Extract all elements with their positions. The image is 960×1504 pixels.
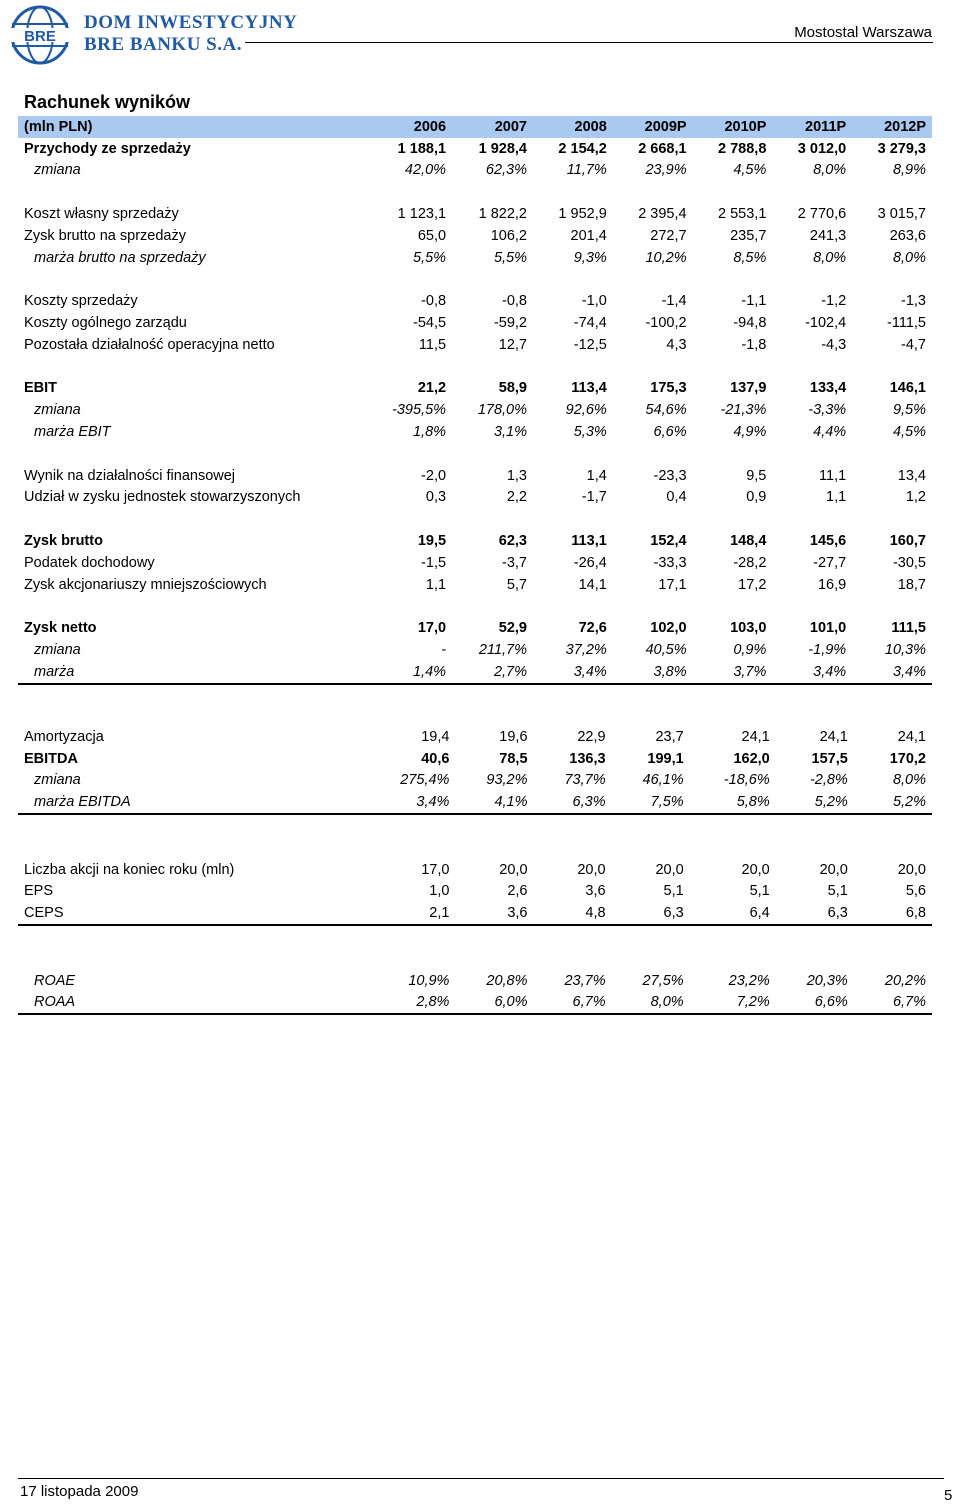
row-value: -21,3% [720, 402, 767, 419]
table-row [18, 661, 932, 684]
row-value: 0,9% [733, 642, 767, 659]
row-value: -4,7 [901, 336, 926, 353]
table-row [18, 465, 932, 487]
row-value: 8,0% [892, 249, 926, 266]
row-value: 1 952,9 [558, 206, 607, 223]
row-value: 7,2% [690, 992, 776, 1015]
row-value: 178,0% [477, 402, 527, 419]
unit-label: (mln PLN) [18, 116, 364, 138]
row-value: 27,5% [642, 972, 684, 989]
row-value: -33,3 [653, 554, 687, 571]
row-value: 17,2 [738, 576, 767, 593]
row-value: 9,5% [892, 402, 926, 419]
row-label: Pozostała działalność operacyjna netto [24, 336, 275, 353]
table-row [18, 378, 932, 400]
row-value: 20,0 [897, 861, 926, 878]
row-value: -18,6% [723, 772, 770, 789]
row-value: 20,2% [884, 972, 926, 989]
row-value: 73,7% [564, 772, 606, 789]
row-value: 40,5% [645, 642, 687, 659]
row-value: 9,5 [746, 467, 767, 484]
row-value: 11,5 [418, 336, 447, 353]
row-value: 13,4 [897, 467, 926, 484]
row-value: 6,6% [653, 424, 687, 441]
row-value: 23,7% [564, 972, 606, 989]
table-row [18, 203, 932, 225]
page-number: 5 [944, 1487, 953, 1504]
row-value: 106,2 [490, 227, 527, 244]
table-row [18, 312, 932, 334]
row-value: 146,1 [889, 380, 926, 397]
table-row [18, 859, 932, 881]
row-value: 11,1 [819, 467, 847, 484]
row-value: -74,4 [573, 315, 607, 332]
row-label: Amortyzacja [24, 728, 104, 745]
row-value: 20,3% [806, 972, 848, 989]
row-value: -3,7 [502, 554, 527, 571]
row-value: -0,8 [421, 293, 447, 310]
row-value: 7,5% [612, 791, 690, 814]
row-value: 1,4% [364, 661, 452, 684]
svg-text:BRE: BRE [24, 28, 56, 45]
row-value: 5,5% [493, 249, 527, 266]
row-value: 16,9 [817, 576, 847, 593]
row-value: 8,5% [733, 249, 767, 266]
row-label: EBITDA [24, 750, 78, 767]
row-value: -2,0 [421, 467, 447, 484]
row-value: 62,3% [485, 162, 527, 179]
row-value: 24,1 [897, 728, 926, 745]
row-value: 17,0 [417, 620, 447, 637]
row-value: -1,0 [581, 293, 607, 310]
row-value: -1,3 [901, 293, 926, 310]
row-value: 8,0% [813, 162, 847, 179]
row-value: 241,3 [809, 227, 847, 244]
row-value: 1 822,2 [478, 206, 527, 223]
header-divider [245, 42, 933, 43]
table-row [18, 290, 932, 312]
row-value: 92,6% [565, 402, 607, 419]
row-label: marża brutto na sprzedaży [34, 249, 206, 266]
row-value: 1,1 [425, 576, 447, 593]
row-value: 4,3 [666, 336, 687, 353]
row-label: Wynik na działalności finansowej [24, 467, 236, 484]
table-row [18, 574, 932, 596]
row-value: 2 395,4 [638, 206, 687, 223]
row-value: 211,7% [478, 642, 527, 659]
row-value: -111,5 [887, 315, 926, 332]
row-value: 40,6 [421, 750, 450, 767]
row-label: Koszty sprzedaży [24, 293, 138, 310]
row-value: 3,7% [693, 661, 773, 684]
row-value: 263,6 [889, 227, 926, 244]
year-header: 2008 [533, 116, 613, 138]
row-value: 11,7% [566, 162, 607, 179]
row-value: 5,3% [573, 424, 607, 441]
table-row [18, 881, 932, 903]
spacer-row [18, 356, 932, 378]
row-value: 113,4 [571, 380, 607, 397]
row-value: 103,0 [730, 620, 767, 637]
row-value: 10,3% [884, 642, 926, 659]
row-value: 0,9 [746, 489, 767, 506]
row-value: 6,3 [776, 902, 854, 925]
row-label: Zysk netto [24, 620, 97, 637]
row-value: 23,2% [728, 972, 770, 989]
row-value: 18,7 [897, 576, 926, 593]
row-value: 5,7 [506, 576, 527, 593]
table-row [18, 160, 932, 182]
table-header-row [18, 116, 932, 138]
row-value: 5,8% [690, 791, 776, 814]
row-value: 46,1% [642, 772, 684, 789]
spacer-row [18, 596, 932, 618]
row-value: 78,5 [499, 750, 528, 767]
row-value: 6,4 [690, 902, 776, 925]
row-value: 1 188,1 [397, 140, 447, 157]
row-value: 3 279,3 [877, 140, 926, 157]
row-label: Udział w zysku jednostek stowarzyszonych [24, 489, 301, 506]
row-value: 93,2% [486, 772, 528, 789]
row-value: 3 012,0 [797, 140, 847, 157]
row-label: Koszt własny sprzedaży [24, 206, 179, 223]
row-value: 175,3 [650, 380, 687, 397]
row-value: -4,3 [821, 336, 847, 353]
row-value: 65,0 [417, 227, 447, 244]
year-header: 2012P [852, 116, 932, 138]
row-value: 20,0 [499, 861, 528, 878]
row-value: 5,2% [854, 791, 932, 814]
spacer-row [18, 814, 932, 837]
year-header: 2011P [772, 116, 852, 138]
row-value: 14,1 [578, 576, 607, 593]
footer-date: 17 listopada 2009 [20, 1483, 139, 1500]
table-row [18, 639, 932, 661]
row-value: 8,0% [813, 249, 847, 266]
row-value: 3,6 [455, 902, 533, 925]
row-value: 10,9% [408, 972, 450, 989]
row-value: 4,5% [892, 424, 926, 441]
row-value: 4,8 [534, 902, 612, 925]
row-value: 4,9% [733, 424, 767, 441]
table-row [18, 726, 932, 748]
row-value: -1,7 [581, 489, 607, 506]
row-value: -1,2 [821, 293, 847, 310]
row-label: zmiana [34, 162, 81, 179]
row-value: -26,4 [573, 554, 607, 571]
row-value: 2,7% [452, 661, 533, 684]
row-label: marża EBIT [34, 424, 111, 441]
spacer-row [18, 837, 932, 859]
row-value: 1 928,4 [478, 140, 527, 157]
row-value: 5,1 [663, 883, 684, 900]
row-value: 3,4% [364, 791, 455, 814]
table-row [18, 138, 932, 160]
spacer-row [18, 443, 932, 465]
row-value: 2,8% [364, 992, 455, 1015]
row-value: -30,5 [892, 554, 926, 571]
row-label: zmiana [34, 642, 81, 659]
company-name: Mostostal Warszawa [794, 24, 932, 41]
row-value: 1,4 [586, 467, 607, 484]
spacer-row [18, 269, 932, 291]
ratios-table [18, 726, 932, 1015]
table-row [18, 530, 932, 552]
row-value: 2,1 [364, 902, 455, 925]
row-value: 54,6% [645, 402, 687, 419]
row-value: 5,1 [749, 883, 770, 900]
year-header: 2010P [693, 116, 773, 138]
row-label: zmiana [34, 772, 81, 789]
row-value: 2 770,6 [797, 206, 847, 223]
row-value: 12,7 [498, 336, 527, 353]
row-value: 113,1 [571, 533, 607, 550]
year-header: 2007 [452, 116, 533, 138]
row-value: 8,9% [892, 162, 926, 179]
row-value: -1,9% [808, 642, 847, 659]
row-value: 160,7 [889, 533, 926, 550]
row-value: 3,4% [533, 661, 613, 684]
row-value: 19,4 [421, 728, 450, 745]
row-value: 4,4% [813, 424, 847, 441]
row-value: 6,3% [534, 791, 612, 814]
brand-name [84, 12, 297, 56]
row-value: 145,6 [809, 533, 847, 550]
row-label: ROAE [34, 972, 76, 989]
row-value: 21,2 [417, 380, 447, 397]
row-value: -1,1 [741, 293, 767, 310]
row-value: 136,3 [569, 750, 606, 767]
row-value: 6,7% [534, 992, 612, 1015]
row-value: 235,7 [730, 227, 767, 244]
row-value: 3,4% [852, 661, 932, 684]
row-value: -102,4 [805, 315, 847, 332]
spacer-row [18, 925, 932, 948]
row-value: 6,8 [854, 902, 932, 925]
row-value: 5,5% [412, 249, 447, 266]
row-value: 102,0 [650, 620, 687, 637]
row-value: 1,0 [429, 883, 450, 900]
row-value: 4,5% [733, 162, 767, 179]
row-value: 137,9 [730, 380, 767, 397]
row-value: 24,1 [819, 728, 848, 745]
row-value: 5,6 [905, 883, 926, 900]
row-value: 24,1 [741, 728, 770, 745]
row-label: EPS [24, 883, 54, 900]
row-value: 2,6 [507, 883, 528, 900]
row-value: 133,4 [809, 380, 847, 397]
row-label: marża [18, 661, 364, 684]
row-value: 37,2% [565, 642, 607, 659]
row-value: 2 788,8 [718, 140, 767, 157]
row-label: Podatek dochodowy [24, 554, 155, 571]
row-value: 5,1 [827, 883, 848, 900]
row-value: -3,3% [808, 402, 847, 419]
row-value: 20,0 [819, 861, 848, 878]
row-value: 1 123,1 [397, 206, 447, 223]
row-value: 2 553,1 [718, 206, 767, 223]
row-value: -1,4 [661, 293, 687, 310]
table-row [18, 770, 932, 792]
row-value: -1,5 [421, 554, 447, 571]
year-header: 2006 [364, 116, 452, 138]
row-label: Przychody ze sprzedaży [24, 140, 191, 157]
row-value: -27,7 [813, 554, 847, 571]
row-value: 20,0 [577, 861, 606, 878]
row-value: 272,7 [650, 227, 687, 244]
row-label: EBIT [24, 380, 58, 397]
row-value: 9,3% [573, 249, 607, 266]
row-value: 3,8% [613, 661, 693, 684]
row-value: 170,2 [889, 750, 926, 767]
row-value: -1,8 [741, 336, 767, 353]
row-value: 23,7 [655, 728, 684, 745]
row-value: 58,9 [498, 380, 527, 397]
row-value: 22,9 [577, 728, 606, 745]
row-value: -12,5 [573, 336, 607, 353]
row-value: 0,4 [666, 489, 687, 506]
row-value: 6,7% [854, 992, 932, 1015]
row-value: 2 154,2 [558, 140, 607, 157]
row-value: 2 668,1 [638, 140, 687, 157]
table-row [18, 902, 932, 925]
row-value: -59,2 [493, 315, 527, 332]
row-value: 20,0 [655, 861, 684, 878]
income-statement-table [18, 116, 932, 685]
row-value: -395,5% [392, 402, 447, 419]
row-label: CEPS [18, 902, 364, 925]
table-row [18, 421, 932, 443]
row-value: 0,3 [425, 489, 447, 506]
spacer-row [18, 508, 932, 530]
row-value: 199,1 [647, 750, 684, 767]
row-value: 4,1% [455, 791, 533, 814]
footer-divider [18, 1478, 944, 1479]
row-value: 10,2% [645, 249, 687, 266]
row-value: 3,6 [585, 883, 606, 900]
row-value: -54,5 [412, 315, 447, 332]
table-row [18, 791, 932, 814]
row-value: 3 015,7 [877, 206, 926, 223]
row-value: 23,9% [645, 162, 687, 179]
row-value: 157,5 [811, 750, 848, 767]
table-row [18, 247, 932, 269]
row-label: ROAA [18, 992, 364, 1015]
table-row [18, 399, 932, 421]
row-value: 1,1 [826, 489, 847, 506]
row-value: 2,2 [506, 489, 527, 506]
row-value: 275,4% [400, 772, 450, 789]
table-row [18, 552, 932, 574]
row-value: 3,1% [493, 424, 527, 441]
table-row [18, 334, 932, 356]
table-row [18, 748, 932, 770]
row-value: -0,8 [502, 293, 527, 310]
table-row [18, 225, 932, 247]
row-value: 17,1 [658, 576, 687, 593]
year-header: 2009P [613, 116, 693, 138]
row-label: marża EBITDA [18, 791, 364, 814]
row-label: zmiana [34, 402, 81, 419]
row-value: 62,3 [498, 533, 527, 550]
spacer-row [18, 181, 932, 203]
row-value: - [441, 642, 447, 659]
row-value: 6,0% [455, 992, 533, 1015]
row-value: 20,0 [741, 861, 770, 878]
row-value: 162,0 [733, 750, 770, 767]
row-value: 17,0 [421, 861, 450, 878]
row-value: 6,6% [776, 992, 854, 1015]
row-value: 101,0 [809, 620, 847, 637]
row-value: 8,0% [892, 772, 926, 789]
row-value: 42,0% [404, 162, 447, 179]
row-value: -100,2 [645, 315, 687, 332]
row-label: Zysk brutto na sprzedaży [24, 227, 186, 244]
row-label: Zysk brutto [24, 533, 103, 550]
table-row [18, 970, 932, 992]
row-value: 1,3 [506, 467, 527, 484]
row-value: 148,4 [730, 533, 767, 550]
table-row [18, 992, 932, 1015]
row-value: 1,8% [412, 424, 447, 441]
table-row [18, 617, 932, 639]
row-value: -2,8% [809, 772, 848, 789]
spacer-row [18, 948, 932, 970]
row-value: 1,2 [905, 489, 926, 506]
page-header [0, 0, 960, 70]
row-value: 19,5 [417, 533, 447, 550]
row-value: 3,4% [772, 661, 852, 684]
row-label: Koszty ogólnego zarządu [24, 315, 187, 332]
row-label: Liczba akcji na koniec roku (mln) [24, 861, 235, 878]
row-value: 111,5 [891, 620, 926, 637]
brand-line2: BRE BANKU S.A. [84, 34, 242, 55]
row-value: 20,8% [486, 972, 528, 989]
page-title: Rachunek wyników [24, 92, 191, 112]
row-value: -23,3 [653, 467, 687, 484]
row-value: -94,8 [733, 315, 767, 332]
row-value: -28,2 [733, 554, 767, 571]
table-row [18, 487, 932, 509]
row-value: 201,4 [570, 227, 607, 244]
row-value: 8,0% [612, 992, 690, 1015]
row-label: Zysk akcjonariuszy mniejszościowych [24, 576, 267, 593]
row-value: 19,6 [499, 728, 528, 745]
bre-logo-icon [2, 4, 78, 66]
row-value: 52,9 [498, 620, 527, 637]
row-value: 152,4 [650, 533, 687, 550]
row-value: 6,3 [612, 902, 690, 925]
row-value: 72,6 [578, 620, 607, 637]
brand-line1: DOM INWESTYCYJNY [84, 12, 298, 33]
row-value: 5,2% [776, 791, 854, 814]
